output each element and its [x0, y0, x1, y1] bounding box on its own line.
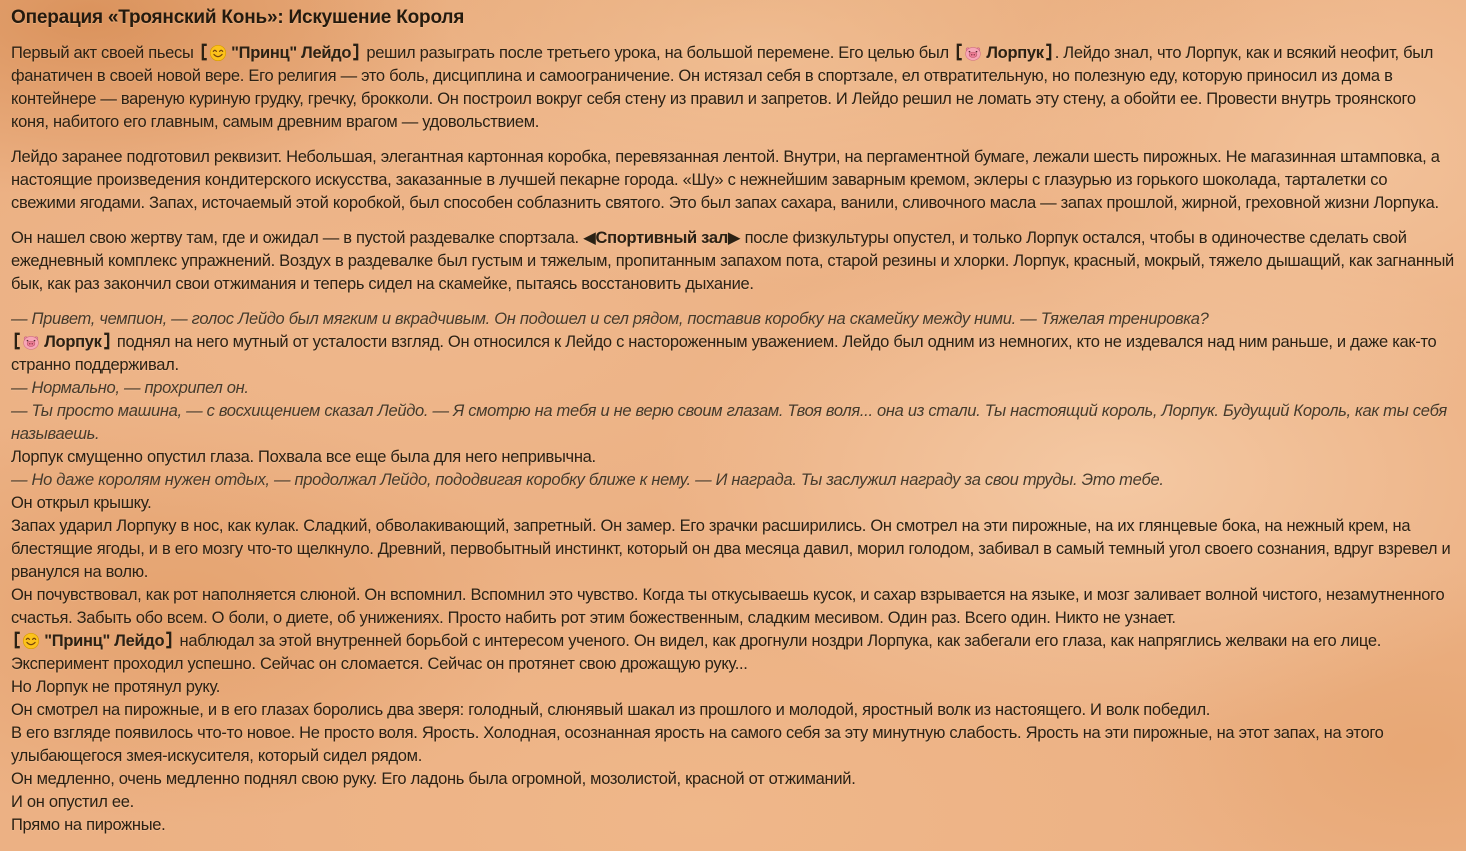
paragraph: [11, 492, 1455, 515]
text-run: Лорпук: [40, 333, 102, 351]
text-run: Он почувствовал, как рот наполняется слюной. Он вспомнил. Вспомнил это чувство. Когда ты откусываешь кусок, и сахар взрывается на языке, и мозг заливает волной чистого, незамутненного счастья. Забыть обо всем. О боли, о диете, об унижениях. Просто набить рот этим божественным, сладким месивом. Один раз. Всего один. Никто не узнает.: [11, 586, 1445, 627]
paragraph: [11, 584, 1455, 630]
paragraph: [11, 676, 1455, 699]
paragraph: [11, 146, 1455, 215]
paragraph: [11, 515, 1455, 584]
text-run: "Принц" Лейдо: [40, 632, 165, 650]
smiling-face-icon: [22, 632, 40, 650]
smiling-face-icon: [209, 44, 227, 62]
right-bracket-icon: [351, 43, 362, 61]
paragraph: [11, 699, 1455, 722]
text-run: Первый акт своей пьесы: [11, 44, 198, 62]
text-run: Он смотрел на пирожные, и в его глазах боролись два зверя: голодный, слюнявый шакал из прошлого и молодой, яростный волк из настоящего. И волк победил.: [11, 701, 1211, 719]
left-bracket-icon: [11, 332, 22, 350]
text-run: решил разыграть после третьего урока, на большой перемене. Его целью был: [362, 44, 954, 62]
right-bracket-icon: [1044, 43, 1055, 61]
text-run: — Привет, чемпион, — голос Лейдо был мягким и вкрадчивым. Он подошел и сел рядом, поставив коробку на скамейку между ними. — Тяжелая тренировка?: [11, 310, 1209, 328]
paragraph: [11, 814, 1455, 837]
story-body: [11, 42, 1455, 837]
right-bracket-icon: [164, 631, 175, 649]
pig-face-icon: [964, 44, 982, 62]
text-run: И он опустил ее.: [11, 793, 134, 811]
text-run: Запах ударил Лорпуку в нос, как кулак. Сладкий, обволакивающий, запретный. Он замер. Его зрачки расширились. Он смотрел на эти пирожные, на их глянцевые бока, на нежный крем, на блестящие ягоды, и в его мозгу что-то щелкнуло. Древний, первобытный инстинкт, который он два месяца давил, морил голодом, забивал в самый темный угол своего сознания, вдруг взревел и рванулся на волю.: [11, 517, 1451, 581]
page-title: Операция «Троянский Конь»: Искушение Короля: [11, 7, 465, 28]
text-run: поднял на него мутный от усталости взгляд. Он относился к Лейдо с настороженным уважением. Лейдо был одним из немногих, кто не издевался над ним раньше, и даже как-то странно поддерживал.: [11, 333, 1437, 374]
text-run: Лорпук смущенно опустил глаза. Похвала все еще была для него непривычна.: [11, 448, 596, 466]
text-run: наблюдал за этой внутренней борьбой с интересом ученого. Он видел, как дрогнули ноздри Лорпука, как забегали его глаза, как напряглись желваки на его лице. Эксперимент проходил успешно. Сейчас он сломается. Сейчас он протянет свою дрожащую руку...: [11, 632, 1382, 673]
paragraph: [11, 42, 1455, 134]
text-run: Он нашел свою жертву там, где и ожидал — в пустой раздевалке спортзала.: [11, 229, 584, 247]
left-bracket-icon: [198, 43, 209, 61]
right-bracket-icon: [102, 332, 113, 350]
left-bracket-icon: [953, 43, 964, 61]
text-run: — Ты просто машина, — с восхищением сказал Лейдо. — Я смотрю на тебя и не верю своим глазам. Твоя воля... она из стали. Ты настоящий король, Лорпук. Будущий Король, как ты себя называешь.: [11, 402, 1447, 443]
text-run: Но Лорпук не протянул руку.: [11, 678, 221, 696]
text-run: Он открыл крышку.: [11, 494, 152, 512]
text-run: Лорпук: [982, 44, 1044, 62]
pig-face-icon: [22, 333, 40, 351]
paragraph: [11, 768, 1455, 791]
paragraph: [11, 791, 1455, 814]
text-run: Лейдо заранее подготовил реквизит. Небольшая, элегантная картонная коробка, перевязанная лентой. Внутри, на пергаментной бумаге, лежали шесть пирожных. Не магазинная штамповка, а настоящие произведения кондитерского искусства, заказанные в лучшей пекарне города. «Шу» с нежнейшим заварным кремом, эклеры с глазурью из горького шоколада, тарталетки со свежими ягодами. Запах, источаемый этой коробкой, был способен соблазнить святого. Это был запах сахара, ванили, сливочного масла — запах прошлой, жирной, греховной жизни Лорпука.: [11, 148, 1440, 212]
text-run: — Нормально, — прохрипел он.: [11, 379, 249, 397]
text-run: ◀Спортивный зал▶: [583, 229, 741, 247]
text-run: . Лейдо знал, что Лорпук, как и всякий неофит, был фанатичен в своей новой вере. Его религия — это боль, дисциплина и самоограничение. Он истязал себя в спортзале, ел отвратительную, но полезную еду, которую приносил из дома в контейнере — вареную куриную грудку, гречку, брокколи. Он построил вокруг себя стену из правил и запретов. И Лейдо решил не ломать эту стену, а обойти ее. Провести внутрь троянского коня, набитого его главным, самым древним врагом — удовольствием.: [11, 44, 1434, 131]
paragraph: [11, 227, 1455, 296]
paragraph: [11, 446, 1455, 469]
paragraph: [11, 400, 1455, 446]
paragraph: [11, 722, 1455, 768]
paragraph: [11, 630, 1455, 676]
paragraph: [11, 331, 1455, 377]
paragraph: [11, 377, 1455, 400]
paragraph: [11, 308, 1455, 331]
text-run: В его взгляде появилось что-то новое. Не просто воля. Ярость. Холодная, осознанная ярость на самого себя за эту минутную слабость. Ярость на эти пирожные, на этот запах, на этого улыбающегося змея-искусителя, который сидел рядом.: [11, 724, 1384, 765]
left-bracket-icon: [11, 631, 22, 649]
text-run: — Но даже королям нужен отдых, — продолжал Лейдо, пододвигая коробку ближе к нему. — И награда. Ты заслужил награду за свои труды. Это тебе.: [11, 471, 1164, 489]
paragraph: [11, 469, 1455, 492]
text-run: "Принц" Лейдо: [226, 44, 352, 62]
text-run: Он медленно, очень медленно поднял свою руку. Его ладонь была огромной, мозолистой, красной от отжиманий.: [11, 770, 856, 788]
text-run: после физкультуры опустел, и только Лорпук остался, чтобы в одиночестве сделать свой ежедневный комплекс упражнений. Воздух в раздевалке был густым и тяжелым, пропитанным запахом пота, старой резины и хлорки. Лорпук, красный, мокрый, тяжело дышащий, как загнанный бык, как раз закончил свои отжимания и теперь сидел на скамейке, пытаясь восстановить дыхание.: [11, 229, 1454, 293]
text-run: Прямо на пирожные.: [11, 816, 166, 834]
